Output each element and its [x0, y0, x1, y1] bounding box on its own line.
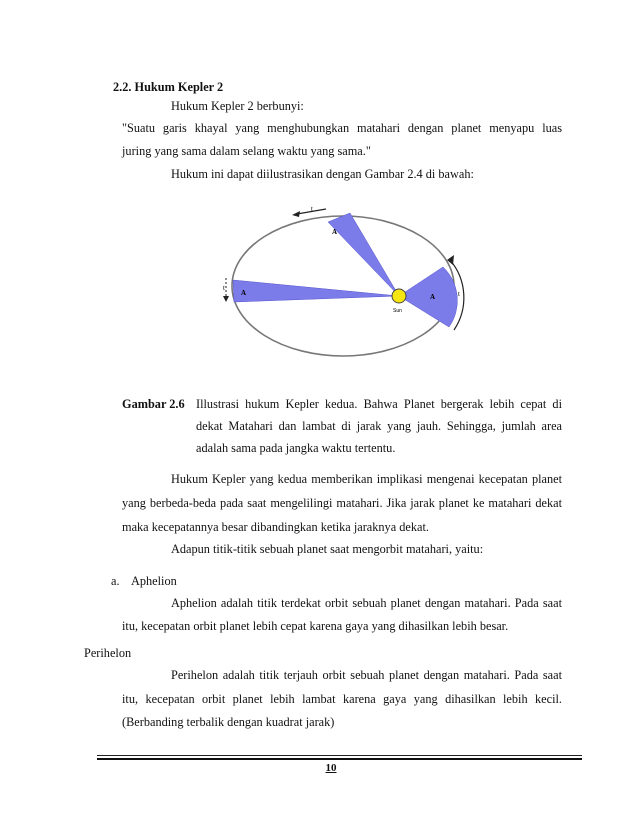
- p1-line-3: maka kecepatannya besar dibandingkan ketika jaraknya dekat.: [122, 520, 429, 534]
- section-heading: 2.2. Hukum Kepler 2: [113, 80, 224, 94]
- perihelon-line-3: (Berbanding terbalik dengan kuadrat jarak): [122, 715, 335, 729]
- aphelion-line-2: itu, kecepatan orbit planet lebih cepat karena gaya yang dihasilkan lebih besar.: [122, 619, 509, 633]
- label-area-right: A: [430, 293, 436, 301]
- p1-line-2: yang berbeda-beda pada saat mengelilingi matahari. Jika jarak planet ke matahari dekat: [122, 496, 562, 510]
- caption-line-1: Illustrasi hukum Kepler kedua. Bahwa Planet bergerak lebih cepat di: [196, 397, 562, 411]
- label-area-top: A: [332, 228, 338, 236]
- label-area-left: A: [241, 289, 247, 297]
- intro-text: Hukum Kepler 2 berbunyi:: [171, 99, 304, 113]
- kepler-figure: [218, 200, 466, 372]
- aphelion-line-1: Aphelion adalah titik terdekat orbit sebuah planet dengan matahari. Pada saat: [171, 596, 562, 610]
- label-time-right: t: [458, 290, 460, 298]
- label-time-top: t: [311, 205, 313, 213]
- caption-line-2: dekat Matahari dan lambat di jarak yang jauh. Sehingga, jumlah area: [196, 419, 562, 433]
- illustrate-text: Hukum ini dapat diilustrasikan dengan Gambar 2.4 di bawah:: [171, 167, 474, 181]
- label-time-left: t: [223, 284, 225, 292]
- caption-line-3: adalah sama pada jangka waktu tertentu.: [196, 441, 396, 455]
- perihelon-line-2: itu, kecepatan orbit planet lebih lambat karena gaya yang dihasilkan lebih kecil.: [122, 692, 562, 706]
- p2-text: Adapun titik-titik sebuah planet saat mengorbit matahari, yaitu:: [171, 542, 484, 556]
- caption-label: Gambar 2.6: [122, 397, 185, 411]
- quote-line-1: "Suatu garis khayal yang menghubungkan matahari dengan planet menyapu luas: [122, 121, 562, 135]
- quote-line-2: juring yang sama dalam selang waktu yang sama.": [122, 144, 371, 158]
- list-marker-a: a.: [111, 574, 120, 588]
- footer-rule-thin: [97, 755, 582, 756]
- kepler-diagram: [218, 200, 466, 372]
- perihelon-line-1: Perihelon adalah titik terjauh orbit sebuah planet dengan matahari. Pada saat: [171, 668, 562, 682]
- perihelon-label: Perihelon: [84, 646, 132, 660]
- p1-line-1: Hukum Kepler yang kedua memberikan implikasi mengenai kecepatan planet: [171, 472, 562, 486]
- footer-rule-thick: [97, 758, 582, 760]
- sun: [392, 289, 406, 303]
- page-number: 10: [325, 762, 337, 774]
- aphelion-label: Aphelion: [131, 574, 177, 588]
- label-sun: Sun: [393, 308, 402, 314]
